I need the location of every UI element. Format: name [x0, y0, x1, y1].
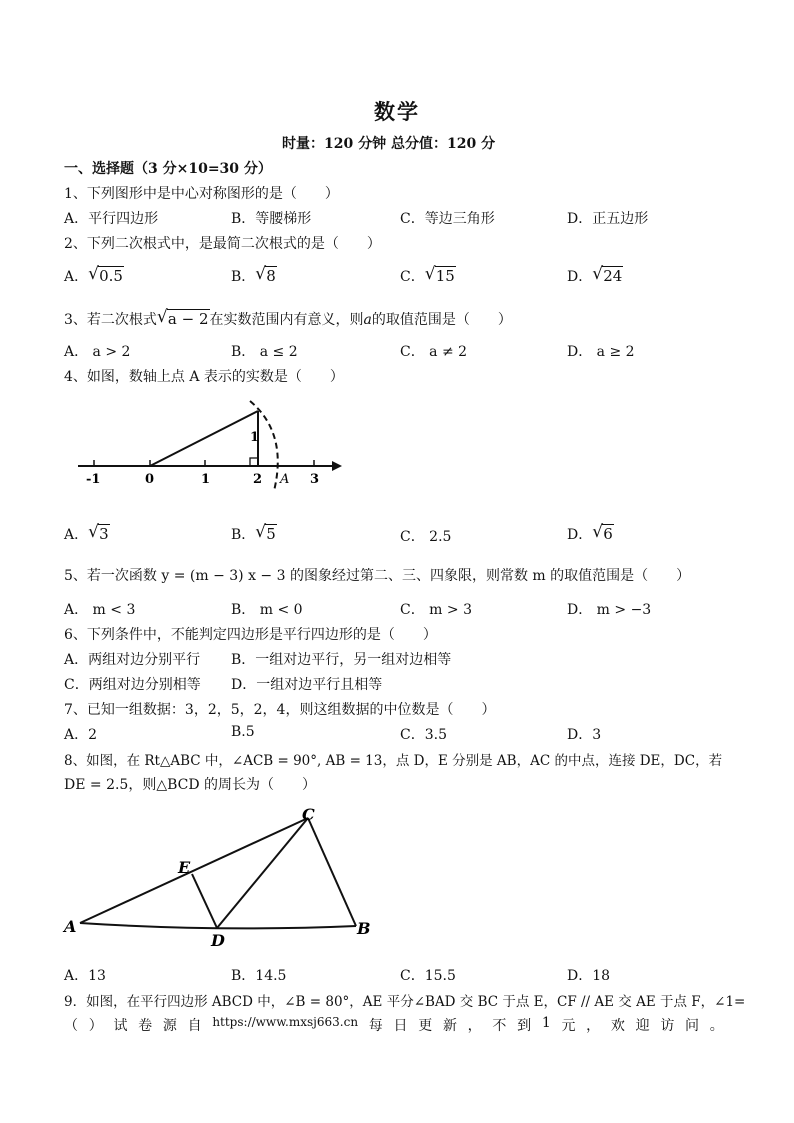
right-angle-mark: [250, 458, 258, 466]
tick-label-1: 1: [201, 472, 211, 487]
q6-option-a: A．两组对边分别平行: [64, 652, 201, 668]
tick-label-2: 2: [253, 472, 263, 487]
q3-option-a: A． a > 2: [64, 344, 131, 360]
q1-option-b: B．等腰梯形: [231, 211, 312, 227]
q8-option-c: C．15.5: [400, 968, 456, 984]
q1-option-d: D．正五边形: [567, 211, 649, 227]
vertex-label-a: A: [64, 917, 77, 936]
q2-stem: 2、下列二次根式中，是最简二次根式的是（ ）: [64, 236, 381, 252]
q8-stem-line2: DE = 2.5，则△BCD 的周长为（ ）: [64, 777, 317, 793]
q5-option-d: D． m > −3: [567, 602, 652, 618]
q4-option-a: A． √ 3: [64, 522, 109, 543]
q4-option-c: C． 2.5: [400, 529, 452, 545]
q8-option-b: B．14.5: [231, 968, 287, 984]
side-cb: [308, 818, 356, 926]
q2-option-c: C． √ 15: [400, 264, 455, 285]
tick-label-minus1: -1: [86, 472, 101, 487]
q8-option-d: D．18: [567, 968, 611, 984]
q7-option-b: B.5: [231, 724, 255, 740]
q6-option-d: D．一组对边平行且相等: [231, 677, 383, 693]
q9-stem-line1: 9．如图，在平行四边形 ABCD 中，∠B = 80°，AE 平分∠BAD 交 BC 于点 E，CF // AE 交 AE 于点 F，∠1=: [64, 994, 746, 1010]
q5-option-b: B． m < 0: [231, 602, 303, 618]
segment-ed: [192, 874, 217, 928]
q6-stem: 6、下列条件中，不能判定四边形是平行四边形的是（ ）: [64, 627, 437, 643]
segment-dc: [217, 818, 308, 928]
q5-option-a: A． m < 3: [64, 602, 136, 618]
vertex-label-e: E: [178, 858, 191, 877]
q6-option-c: C．两组对边分别相等: [64, 677, 201, 693]
q1-option-a: A．平行四边形: [64, 211, 159, 227]
source-url[interactable]: https://www.mxsj663.cn: [212, 1015, 359, 1029]
q3-option-b: B． a ≤ 2: [231, 344, 298, 360]
tick-label-3: 3: [310, 472, 320, 487]
side-label-1: 1: [250, 430, 260, 445]
q2-option-b: B． √ 8: [231, 264, 276, 285]
section-heading: 一、选择题（3 分×10=30 分）: [64, 161, 272, 177]
q7-stem: 7、已知一组数据：3，2，5，2，4，则这组数据的中位数是（ ）: [64, 702, 496, 718]
exam-info: 时量：120 分钟 总分值：120 分: [282, 136, 496, 152]
q4-stem: 4、如图，数轴上点 A 表示的实数是（ ）: [64, 369, 344, 385]
q4-option-b: B． √ 5: [231, 522, 276, 543]
q3-option-c: C． a ≠ 2: [400, 344, 468, 360]
q8-option-a: A．13: [64, 968, 106, 984]
q6-option-b: B．一组对边平行，另一组对边相等: [231, 652, 452, 668]
q7-option-a: A．2: [64, 727, 98, 743]
q2-option-a: A． √ 0.5: [64, 264, 123, 285]
q7-option-c: C．3.5: [400, 727, 447, 743]
q1-stem: 1、下列图形中是中心对称图形的是（ ）: [64, 186, 339, 202]
vertex-label-c: C: [302, 805, 315, 824]
triangle-figure: [60, 800, 380, 950]
q2-option-d: D． √ 24: [567, 264, 623, 285]
q9-stem-line2: （ ） 试 卷 源 自 https://www.mxsj663.cn 每 日 更 新 ， 不 到 1 元 ， 欢 迎 访 问 。: [64, 1015, 724, 1034]
axis-arrow-icon: [332, 461, 342, 471]
q5-stem: 5、若一次函数 y = (m − 3) x − 3 的图象经过第二、三、四象限，则常数 m 的取值范围是（ ）: [64, 568, 691, 584]
number-line-figure: [70, 395, 350, 495]
q3-stem: 3、若二次根式 √ a − 2在实数范围内有意义，则a的取值范围是（ ）: [64, 307, 512, 328]
side-ac: [80, 818, 308, 923]
tick-label-0: 0: [145, 472, 155, 487]
q1-option-c: C．等边三角形: [400, 211, 495, 227]
q3-option-d: D． a ≥ 2: [567, 344, 635, 360]
point-label-a: A: [280, 472, 290, 487]
vertex-label-b: B: [357, 919, 371, 938]
q4-option-d: D． √ 6: [567, 522, 613, 543]
vertex-label-d: D: [211, 931, 225, 950]
hypotenuse: [150, 411, 258, 466]
q8-stem-line1: 8、如图，在 Rt△ABC 中，∠ACB = 90°, AB = 13，点 D，E 分别是 AB，AC 的中点，连接 DE，DC，若: [64, 753, 723, 769]
page-title: 数学: [374, 99, 420, 124]
q5-option-c: C． m > 3: [400, 602, 472, 618]
q7-option-d: D．3: [567, 727, 602, 743]
